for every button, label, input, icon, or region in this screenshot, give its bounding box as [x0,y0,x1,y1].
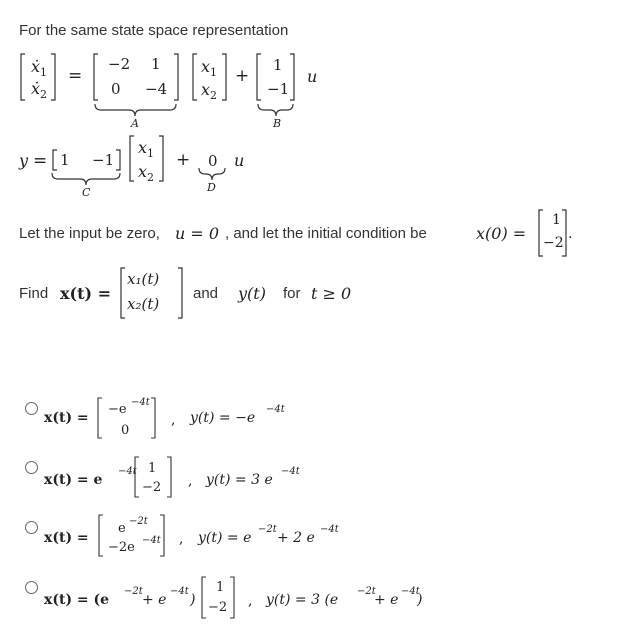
state-x1: $x_1$ [201,57,218,80]
find-vec-1: x₁(t) [127,270,160,288]
option-4-vec-2: −2 [208,600,228,615]
matrix-a-22: −4 [145,80,168,98]
option-4-y-exp: −2t [357,586,376,597]
option-4-x-mid: + e [142,592,167,608]
option-2-vec-2: −2 [142,480,162,495]
output-y: y [19,151,29,170]
option-3-y: y(t) = e [198,530,252,546]
option-1-y-exp: −4t [266,404,285,415]
find-and: and [193,285,219,302]
option-3-y-exp: −2t [258,524,277,535]
output-input-u: u [234,151,245,170]
find-t: t ≥ 0 [311,284,352,303]
x2-dot: ẋ$_2$ [31,79,48,102]
x0-2: −2 [543,235,564,251]
matrix-c-1: 1 [60,151,70,169]
matrix-a-12: 1 [151,55,161,73]
condition-text: Let the input be zero, [19,225,160,242]
matrix-c-2: −1 [92,151,115,169]
plus-sign: + [235,66,250,86]
x1-dot: ẋ$_1$ [31,57,48,80]
option-4-y-exp2: −4t [401,586,420,597]
option-2-y: y(t) = 3 e [206,472,273,488]
matrix-a-11: −2 [108,55,131,73]
option-2-comma: , [188,473,193,489]
label-d: D [207,181,216,194]
option-3-vec-1: e [118,521,126,536]
option-1-vec-1: −e [108,402,127,417]
option-4-vec-1: 1 [216,580,225,595]
find-for: for [283,285,301,302]
find-text: Find [19,285,49,302]
option-4-x-exp2: −4t [170,586,189,597]
option-4-x-exp: −2t [124,586,143,597]
option-2-x: x(t) = e [44,472,103,488]
find-x: x(t) = [60,284,112,303]
option-4-y-close: ) [417,592,423,608]
output-state-x2: $x_2$ [138,162,155,185]
output-equals: = [33,151,48,171]
find-y: y(t) [238,284,266,303]
label-c: C [82,186,91,199]
option-1-vec-1-exp: −4t [131,397,150,408]
option-1-comma: , [171,412,176,428]
matrix-a-21: 0 [111,80,121,98]
option-4-y-mid: + e [374,592,399,608]
label-b: B [273,117,282,130]
output-state-x1: $x_1$ [138,138,155,161]
option-1-vec-2: 0 [121,423,130,438]
option-1-y: y(t) = −e [190,410,256,426]
option-4-x: x(t) = (e [44,592,110,608]
condition-mid: , and let the initial condition be [225,225,427,242]
matrix-b-2: −1 [267,80,290,98]
option-2-vec-1: 1 [148,461,157,476]
condition-u: u = 0 [175,224,220,243]
output-plus: + [176,150,191,170]
option-1-x: x(t) = [44,410,89,426]
find-vec-2: x₂(t) [127,295,160,313]
option-4-comma: , [248,593,253,609]
input-u: u [307,67,318,86]
x0-1: 1 [552,212,561,228]
equals-sign: = [68,66,83,86]
option-2-x-exp: −4t [118,466,137,477]
intro-text: For the same state space representation [19,22,289,39]
option-3-comma: , [179,531,184,547]
matrix-b-1: 1 [273,56,283,74]
option-4-x-close: ) [190,592,196,608]
option-3-vec-2-exp: −4t [142,535,161,546]
option-3-vec-2: −2e [108,540,135,555]
option-3-y-exp2: −4t [320,524,339,535]
option-2-y-exp: −4t [281,466,300,477]
option-3-y-mid: + 2 e [277,530,315,546]
state-x2: $x_2$ [201,80,218,103]
label-a: A [131,117,139,130]
matrix-d: 0 [208,152,218,170]
x0-period: . [568,226,573,242]
option-3-vec-1-exp: −2t [129,516,148,527]
option-4-y: y(t) = 3 (e [266,592,339,608]
option-3-x: x(t) = [44,530,89,546]
condition-x0: x(0) = [476,224,527,243]
